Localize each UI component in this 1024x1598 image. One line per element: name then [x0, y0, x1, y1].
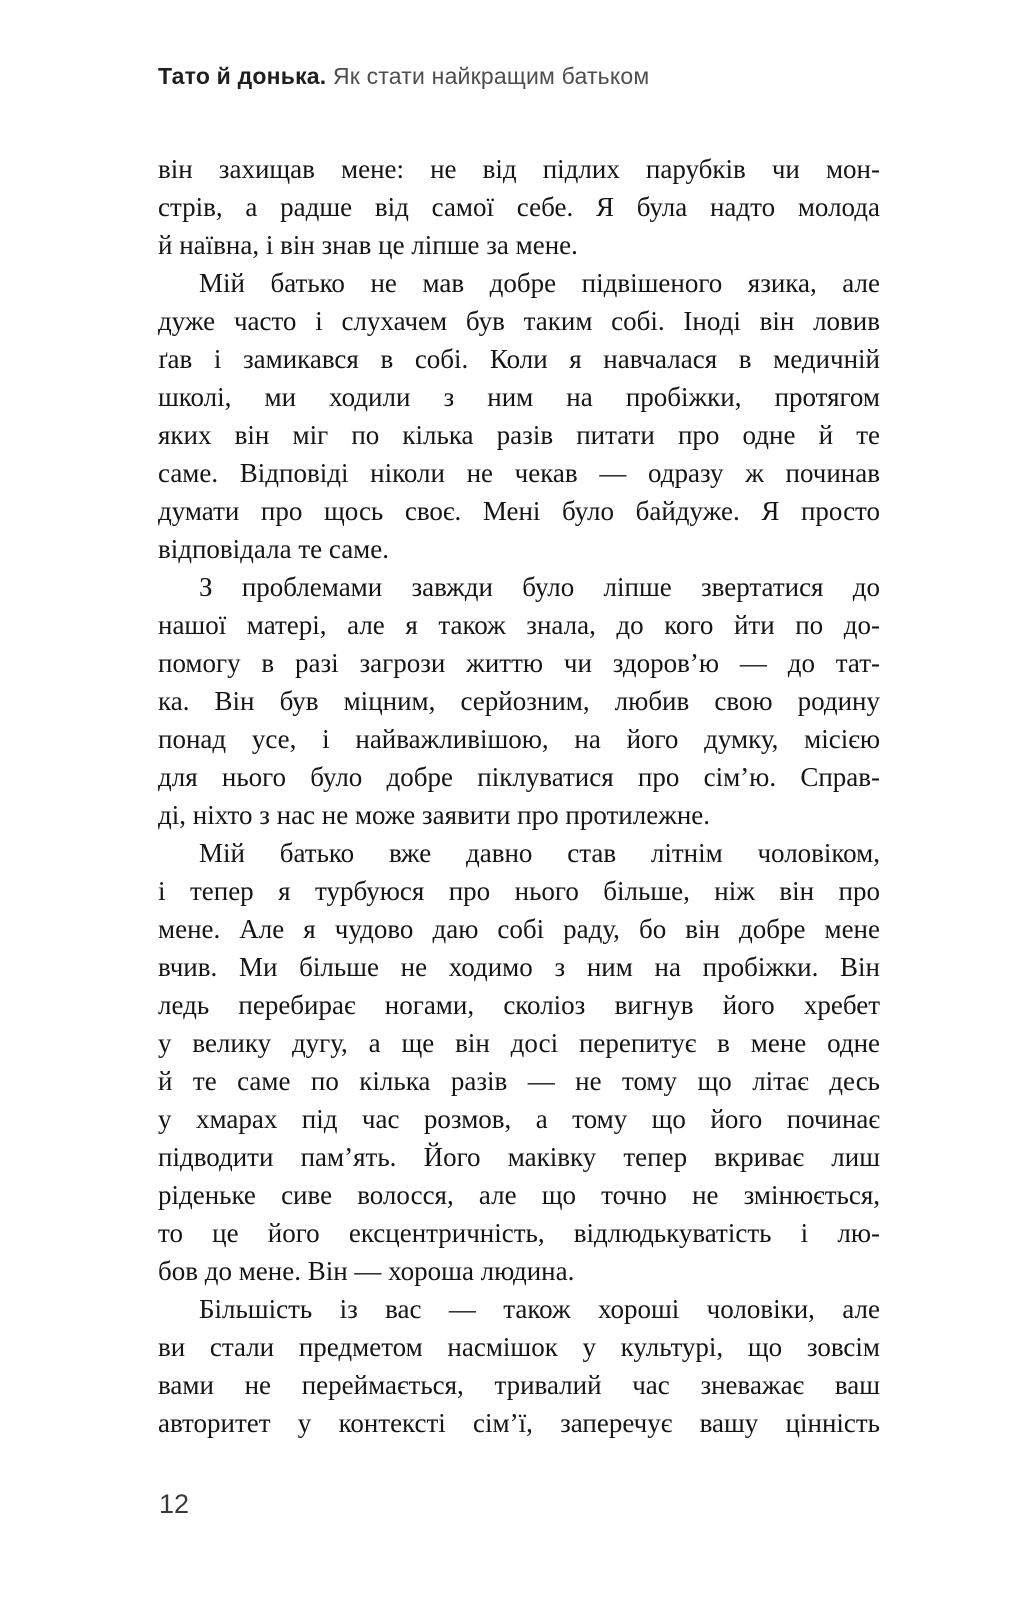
text-line: думати про щось своє. Мені було байдуже. Я просто [158, 496, 880, 526]
text-line: понад усе, і найважливішою, на його думку, місією [158, 724, 880, 754]
text-line: нашої матері, але я також знала, до кого йти по до- [158, 610, 880, 640]
text-line: ка. Він був міцним, серйозним, любив свою родину [158, 686, 880, 716]
text-line: ді, ніхто з нас не може заявити про протилежне. [158, 800, 711, 830]
book-subtitle: Як стати найкращим батьком [326, 63, 650, 89]
running-header [158, 62, 649, 90]
text-line: відповідала те саме. [158, 534, 390, 564]
book-title: Тато й донька. [158, 63, 327, 89]
text-line: З проблемами завжди було ліпше звертатися до [199, 572, 880, 602]
text-line: Більшість із вас — також хороші чоловіки, але [199, 1294, 880, 1324]
page-number: 12 [159, 1489, 190, 1519]
text-line: у велику дугу, а ще він досі перепитує в мене одне [158, 1028, 880, 1058]
text-line: ледь перебирає ногами, сколіоз вигнув його хребет [158, 990, 880, 1020]
paragraph [158, 1290, 880, 1442]
paragraph [158, 150, 880, 264]
text-line: він захищав мене: не від підлих парубків чи мон- [158, 154, 880, 184]
text-line: мене. Але я чудово даю собі раду, бо він добре мене [158, 914, 880, 944]
text-line: Мій батько вже давно став літнім чоловіком, [199, 838, 880, 868]
text-line: стрів, а радше від самої себе. Я була надто молода [158, 192, 880, 222]
text-line: й наївна, і він знав це ліпше за мене. [158, 230, 578, 260]
text-line: саме. Відповіді ніколи не чекав — одразу ж починав [158, 458, 880, 488]
text-line: то це його ексцентричність, відлюдькуватість і лю- [158, 1218, 880, 1248]
text-line: для нього було добре піклуватися про сім’ю. Справ- [158, 762, 880, 792]
text-line: і тепер я турбуюся про нього більше, ніж він про [158, 876, 880, 906]
paragraph [158, 568, 880, 834]
text-line: ви стали предметом насмішок у культурі, що зовсім [158, 1332, 880, 1362]
text-line: помогу в разі загрози життю чи здоров’ю — до тат- [158, 648, 880, 678]
page-body-text [158, 150, 880, 1442]
text-line: у хмарах під час розмов, а тому що його починає [158, 1104, 880, 1134]
text-line: ґав і замикався в собі. Коли я навчалася в медичній [158, 344, 880, 374]
text-line: підводити пам’ять. Його маківку тепер вкриває лиш [158, 1142, 880, 1172]
text-line: бов до мене. Він — хороша людина. [158, 1256, 575, 1286]
text-line: школі, ми ходили з ним на пробіжки, протягом [158, 382, 880, 412]
paragraph [158, 834, 880, 1290]
text-line: й те саме по кілька разів — не тому що літає десь [158, 1066, 880, 1096]
text-line: ріденьке сиве волосся, але що точно не змінюється, [158, 1180, 880, 1210]
text-line: яких він міг по кілька разів питати про одне й те [158, 420, 880, 450]
paragraph [158, 264, 880, 568]
text-line: вами не переймається, тривалий час зневажає ваш [158, 1370, 880, 1400]
text-line: Мій батько не мав добре підвішеного язика, але [199, 268, 880, 298]
text-line: авторитет у контексті сім’ї, заперечує вашу цінність [158, 1408, 880, 1438]
text-line: вчив. Ми більше не ходимо з ним на пробіжки. Він [158, 952, 880, 982]
text-line: дуже часто і слухачем був таким собі. Іноді він ловив [158, 306, 880, 336]
